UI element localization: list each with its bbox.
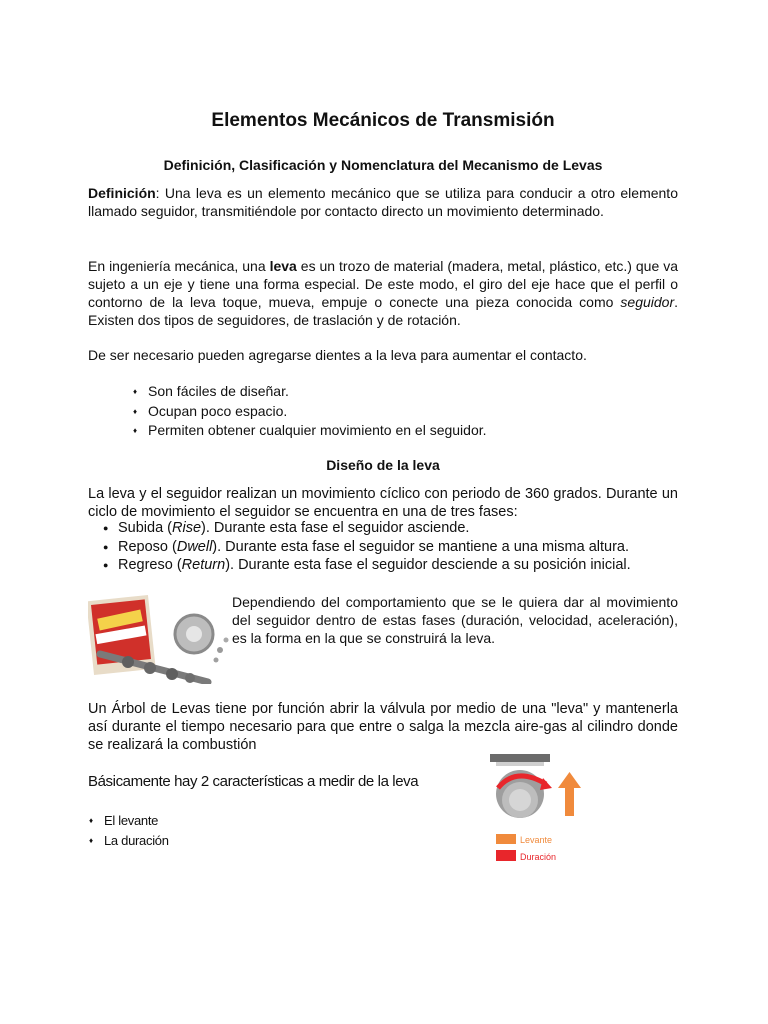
behavior-paragraph: Dependiendo del comportamiento que se le quiera dar al movimiento del seguidor dentro de estas fases (duración, velocidad, aceleración), es la forma en la que se construirá la leva. bbox=[232, 594, 678, 646]
design-heading: Diseño de la leva bbox=[326, 457, 440, 473]
list-item: ♦ Permiten obtener cualquier movimiento en el seguidor. bbox=[130, 421, 487, 441]
list-item: ● Regreso (Return). Durante esta fase el seguidor desciende a su posición inicial. bbox=[100, 556, 631, 575]
list-item: ● Reposo (Dwell). Durante esta fase el seguidor se mantiene a una misma altura. bbox=[100, 538, 631, 557]
engineering-paragraph bbox=[88, 257, 678, 329]
engineering-text-2: es un trozo de material (madera, metal, plástico, etc.) que va sujeto a un eje y tiene una forma especial. De este modo, el giro del eje hace que el perfil o contorno de la leva toque, mueva, empuje o conecte una pieza conocida como bbox=[88, 258, 678, 310]
teeth-paragraph: De ser necesario pueden agregarse dientes a la leva para aumentar el contacto. bbox=[88, 347, 587, 363]
engineering-text-1: En ingeniería mecánica, una bbox=[88, 258, 270, 274]
cam-lift-duration-diagram bbox=[486, 752, 586, 868]
phases-list bbox=[100, 519, 631, 575]
engineering-text-3: . Existen dos tipos de seguidores, de traslación y de rotación. bbox=[88, 294, 678, 328]
advantages-list bbox=[130, 382, 487, 441]
camshaft-paragraph: Un Árbol de Levas tiene por función abrir la válvula por medio de una "leva" y mantenerla así durante el tiempo necesario para que entre o salga la mezcla aire-gas al cilindro donde se realizará la combustión bbox=[88, 701, 678, 753]
camshaft-photo bbox=[88, 594, 232, 684]
list-item: ♦ El levante bbox=[86, 811, 169, 831]
definition-term: Definición bbox=[88, 185, 156, 201]
legend-lift-label: Levante bbox=[520, 835, 553, 845]
definition-text: : Una leva es un elemento mecánico que se utiliza para conducir a otro elemento llamado seguidor, transmitiéndole por contacto directo un movimiento determinado. bbox=[88, 185, 678, 219]
list-item: ● Subida (Rise). Durante esta fase el seguidor asciende. bbox=[100, 519, 631, 538]
characteristics-list bbox=[86, 811, 169, 850]
engineering-bold-leva: leva bbox=[269, 258, 297, 274]
list-item: ♦ Ocupan poco espacio. bbox=[130, 402, 487, 422]
section-subtitle: Definición, Clasificación y Nomenclatura del Mecanismo de Levas bbox=[163, 157, 603, 173]
list-item: ♦ Son fáciles de diseñar. bbox=[130, 382, 487, 402]
design-paragraph: La leva y el seguidor realizan un movimiento cíclico con periodo de 360 grados. Durante un ciclo de movimiento el seguidor se encuentra en una de tres fases: bbox=[88, 486, 678, 520]
legend-duration-label: Duración bbox=[520, 852, 557, 862]
definition-paragraph bbox=[88, 184, 678, 220]
document-title: Elementos Mecánicos de Transmisión bbox=[211, 110, 555, 131]
characteristics-intro: Básicamente hay 2 características a medir de la leva bbox=[88, 773, 419, 790]
engineering-italic-seguidor: seguidor bbox=[620, 294, 675, 310]
list-item: ♦ La duración bbox=[86, 831, 169, 851]
